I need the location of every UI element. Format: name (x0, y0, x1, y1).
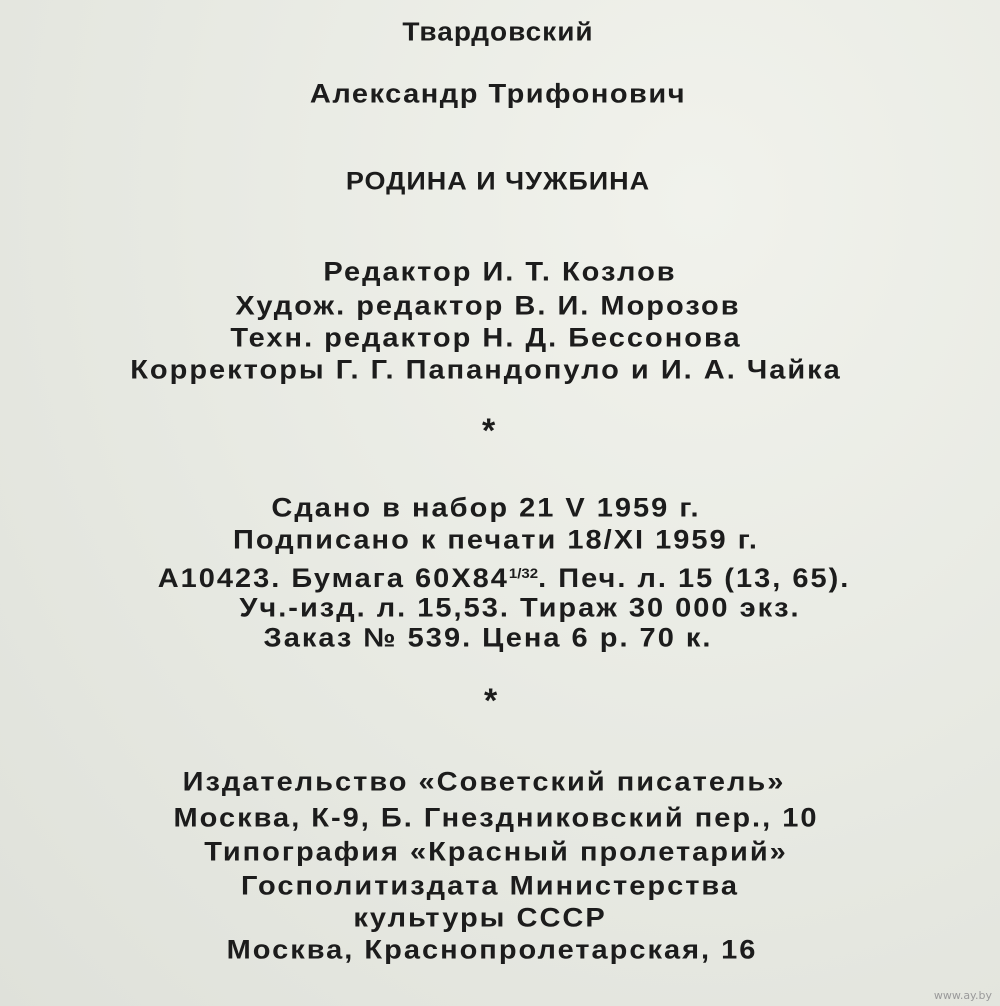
credit-tech-editor: Техн. редактор Н. Д. Бессонова (230, 323, 742, 353)
imprint-printer-address: Москва, Краснопролетарская, 16 (226, 935, 758, 965)
paper-format-text: А10423. Бумага 60Х84 (157, 564, 509, 594)
imprint-printer-owner: Госполитиздата Министерства (241, 871, 739, 901)
imprint-publisher: Издательство «Советский писатель» (182, 767, 786, 797)
credit-proofreaders: Корректоры Г. Г. Папандопуло и И. А. Чайка (130, 355, 842, 385)
print-typeset-date: Сдано в набор 21 V 1959 г. (271, 493, 701, 523)
separator-asterisk: * (482, 412, 496, 450)
credit-art-editor: Худож. редактор В. И. Морозов (235, 291, 741, 321)
print-run: Уч.-изд. л. 15,53. Тираж 30 000 экз. (239, 593, 801, 623)
imprint-publisher-address: Москва, К-9, Б. Гнездниковский пер., 10 (173, 803, 819, 833)
book-title: РОДИНА И ЧУЖБИНА (345, 167, 651, 195)
separator-asterisk: * (484, 682, 498, 720)
print-signed-date: Подписано к печати 18/XI 1959 г. (233, 525, 759, 555)
print-paper-format (4, 559, 1000, 593)
print-order-price: Заказ № 539. Цена 6 р. 70 к. (263, 623, 713, 653)
imprint-printer: Типография «Красный пролетарий» (204, 837, 788, 867)
credit-editor: Редактор И. Т. Козлов (323, 257, 677, 287)
author-name: Александр Трифонович (309, 79, 687, 109)
paper-format-sheets: . Печ. л. 15 (13, 65). (538, 564, 851, 594)
paper-format-fraction: 1/32 (508, 565, 539, 582)
imprint-ministry: культуры СССР (353, 903, 607, 933)
author-surname: Твардовский (402, 17, 594, 46)
watermark: www.ay.by (933, 989, 992, 1002)
